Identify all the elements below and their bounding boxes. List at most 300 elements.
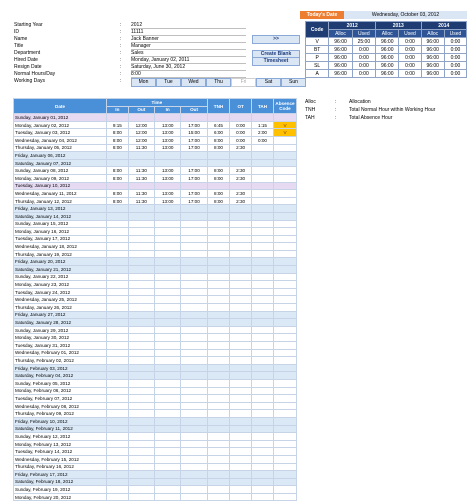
in2-cell[interactable] (155, 258, 181, 266)
ot-cell[interactable] (230, 220, 252, 228)
absence-code-cell[interactable] (274, 258, 297, 266)
out1-cell[interactable] (128, 212, 154, 220)
in2-cell[interactable] (155, 478, 181, 486)
in1-cell[interactable]: 8:00 (107, 167, 129, 175)
out1-cell[interactable] (128, 243, 154, 251)
ot-cell[interactable] (230, 379, 252, 387)
in1-cell[interactable] (107, 243, 129, 251)
out1-cell[interactable] (128, 433, 154, 441)
tah-cell[interactable] (252, 440, 274, 448)
in1-cell[interactable] (107, 455, 129, 463)
absence-code-cell[interactable] (274, 114, 297, 122)
out2-cell[interactable] (181, 349, 207, 357)
in2-cell[interactable] (155, 364, 181, 372)
tnh-cell[interactable] (207, 159, 230, 167)
in2-cell[interactable] (155, 471, 181, 479)
in2-cell[interactable] (155, 455, 181, 463)
absence-code-cell[interactable] (274, 402, 297, 410)
out1-cell[interactable] (128, 326, 154, 334)
out2-cell[interactable] (181, 250, 207, 258)
tah-cell[interactable] (252, 455, 274, 463)
out2-cell[interactable] (181, 281, 207, 289)
in2-cell[interactable] (155, 448, 181, 456)
tah-cell[interactable] (252, 258, 274, 266)
absence-code-cell[interactable] (274, 486, 297, 494)
absence-code-cell[interactable] (274, 471, 297, 479)
tah-cell[interactable] (252, 304, 274, 312)
ot-cell[interactable] (230, 235, 252, 243)
tnh-cell[interactable] (207, 182, 230, 190)
ot-cell[interactable]: 0:00 (230, 121, 252, 129)
tah-cell[interactable] (252, 334, 274, 342)
create-blank-button[interactable]: Create Blank (252, 50, 300, 59)
out2-cell[interactable] (181, 395, 207, 403)
in2-cell[interactable] (155, 319, 181, 327)
ot-cell[interactable] (230, 288, 252, 296)
ot-cell[interactable] (230, 478, 252, 486)
in1-cell[interactable] (107, 334, 129, 342)
in1-cell[interactable]: 8:00 (107, 190, 129, 198)
ot-cell[interactable] (230, 258, 252, 266)
tah-cell[interactable] (252, 471, 274, 479)
tah-cell[interactable] (252, 410, 274, 418)
absence-code-cell[interactable] (274, 205, 297, 213)
tah-cell[interactable] (252, 425, 274, 433)
absence-code-cell[interactable] (274, 326, 297, 334)
ot-cell[interactable] (230, 182, 252, 190)
ot-cell[interactable] (230, 281, 252, 289)
tnh-cell[interactable] (207, 342, 230, 350)
tnh-cell[interactable]: 8:00 (207, 174, 230, 182)
tnh-cell[interactable] (207, 281, 230, 289)
out1-cell[interactable]: 11:30 (128, 197, 154, 205)
tah-cell[interactable] (252, 433, 274, 441)
tah-cell[interactable] (252, 228, 274, 236)
ot-cell[interactable] (230, 114, 252, 122)
tah-cell[interactable] (252, 273, 274, 281)
in2-cell[interactable] (155, 402, 181, 410)
ot-cell[interactable] (230, 364, 252, 372)
in2-cell[interactable] (155, 425, 181, 433)
absence-code-cell[interactable] (274, 395, 297, 403)
in2-cell[interactable] (155, 349, 181, 357)
absence-code-cell[interactable] (274, 243, 297, 251)
out2-cell[interactable] (181, 471, 207, 479)
in2-cell[interactable]: 13:00 (155, 167, 181, 175)
out1-cell[interactable] (128, 395, 154, 403)
tnh-cell[interactable]: 8:00 (207, 144, 230, 152)
in1-cell[interactable] (107, 486, 129, 494)
out2-cell[interactable] (181, 205, 207, 213)
ot-cell[interactable] (230, 342, 252, 350)
tah-cell[interactable] (252, 197, 274, 205)
absence-code-cell[interactable] (274, 379, 297, 387)
out1-cell[interactable] (128, 281, 154, 289)
absence-code-cell[interactable] (274, 228, 297, 236)
field-value[interactable]: 11111 (131, 29, 246, 36)
out1-cell[interactable] (128, 417, 154, 425)
out1-cell[interactable]: 11:30 (128, 174, 154, 182)
tnh-cell[interactable] (207, 266, 230, 274)
ot-cell[interactable] (230, 326, 252, 334)
out2-cell[interactable] (181, 220, 207, 228)
tah-cell[interactable] (252, 167, 274, 175)
ot-cell[interactable] (230, 440, 252, 448)
ot-cell[interactable] (230, 349, 252, 357)
tah-cell[interactable] (252, 182, 274, 190)
in1-cell[interactable] (107, 212, 129, 220)
field-value[interactable]: Saturday, June 30, 2012 (131, 64, 246, 71)
out1-cell[interactable] (128, 228, 154, 236)
tnh-cell[interactable] (207, 387, 230, 395)
absence-code-cell[interactable] (274, 197, 297, 205)
out2-cell[interactable]: 17:00 (181, 197, 207, 205)
tah-cell[interactable] (252, 235, 274, 243)
out2-cell[interactable]: 17:00 (181, 174, 207, 182)
absence-code-cell[interactable] (274, 220, 297, 228)
in1-cell[interactable] (107, 440, 129, 448)
in1-cell[interactable]: 8:00 (107, 197, 129, 205)
in1-cell[interactable] (107, 364, 129, 372)
tnh-cell[interactable] (207, 379, 230, 387)
in2-cell[interactable] (155, 228, 181, 236)
tnh-cell[interactable] (207, 288, 230, 296)
tah-cell[interactable] (252, 395, 274, 403)
tnh-cell[interactable] (207, 243, 230, 251)
ot-cell[interactable] (230, 417, 252, 425)
ot-cell[interactable]: 2:30 (230, 144, 252, 152)
in1-cell[interactable] (107, 433, 129, 441)
tah-cell[interactable] (252, 402, 274, 410)
in2-cell[interactable] (155, 212, 181, 220)
out1-cell[interactable] (128, 288, 154, 296)
absence-code-cell[interactable] (274, 273, 297, 281)
in1-cell[interactable] (107, 220, 129, 228)
out1-cell[interactable] (128, 273, 154, 281)
out1-cell[interactable] (128, 182, 154, 190)
absence-code-cell[interactable] (274, 433, 297, 441)
ot-cell[interactable] (230, 410, 252, 418)
in1-cell[interactable] (107, 250, 129, 258)
in2-cell[interactable] (155, 235, 181, 243)
field-value[interactable]: Jack Banner (131, 36, 246, 43)
tnh-cell[interactable] (207, 228, 230, 236)
in1-cell[interactable] (107, 402, 129, 410)
in2-cell[interactable] (155, 159, 181, 167)
ot-cell[interactable] (230, 425, 252, 433)
ot-cell[interactable] (230, 402, 252, 410)
out1-cell[interactable]: 12:00 (128, 129, 154, 137)
in1-cell[interactable] (107, 182, 129, 190)
tah-cell[interactable] (252, 243, 274, 251)
absence-code-cell[interactable] (274, 319, 297, 327)
out1-cell[interactable] (128, 440, 154, 448)
absence-code-cell[interactable] (274, 235, 297, 243)
absence-code-cell[interactable] (274, 304, 297, 312)
out1-cell[interactable] (128, 379, 154, 387)
out2-cell[interactable] (181, 493, 207, 501)
out2-cell[interactable] (181, 159, 207, 167)
out1-cell[interactable] (128, 220, 154, 228)
absence-code-cell[interactable] (274, 410, 297, 418)
absence-code-cell[interactable] (274, 455, 297, 463)
out1-cell[interactable] (128, 258, 154, 266)
out2-cell[interactable] (181, 304, 207, 312)
absence-code-cell[interactable] (274, 478, 297, 486)
in1-cell[interactable] (107, 493, 129, 501)
absence-code-cell[interactable] (274, 357, 297, 365)
out1-cell[interactable] (128, 205, 154, 213)
field-value[interactable]: 8:00 (131, 71, 246, 78)
in2-cell[interactable] (155, 387, 181, 395)
in2-cell[interactable] (155, 486, 181, 494)
in2-cell[interactable] (155, 326, 181, 334)
tnh-cell[interactable] (207, 212, 230, 220)
absence-code-cell[interactable] (274, 493, 297, 501)
absence-code-cell[interactable] (274, 281, 297, 289)
tnh-cell[interactable] (207, 417, 230, 425)
tah-cell[interactable] (252, 319, 274, 327)
in1-cell[interactable] (107, 273, 129, 281)
tnh-cell[interactable] (207, 319, 230, 327)
field-value[interactable]: Sales (131, 50, 246, 57)
out2-cell[interactable] (181, 235, 207, 243)
in2-cell[interactable] (155, 152, 181, 160)
tnh-cell[interactable]: 6:45 (207, 121, 230, 129)
out2-cell[interactable]: 17:00 (181, 190, 207, 198)
ot-cell[interactable] (230, 493, 252, 501)
ot-cell[interactable] (230, 243, 252, 251)
out2-cell[interactable] (181, 296, 207, 304)
absence-code-cell[interactable] (274, 144, 297, 152)
out1-cell[interactable] (128, 296, 154, 304)
out2-cell[interactable]: 17:00 (181, 136, 207, 144)
absence-code-cell[interactable] (274, 448, 297, 456)
out2-cell[interactable] (181, 364, 207, 372)
out1-cell[interactable]: 11:30 (128, 190, 154, 198)
out1-cell[interactable] (128, 349, 154, 357)
tnh-cell[interactable] (207, 478, 230, 486)
absence-code-cell[interactable] (274, 349, 297, 357)
absence-code-cell[interactable] (274, 212, 297, 220)
in1-cell[interactable] (107, 258, 129, 266)
in1-cell[interactable] (107, 448, 129, 456)
out1-cell[interactable] (128, 425, 154, 433)
in2-cell[interactable] (155, 410, 181, 418)
tnh-cell[interactable]: 6:00 (207, 129, 230, 137)
out2-cell[interactable]: 17:00 (181, 167, 207, 175)
in2-cell[interactable]: 13:00 (155, 129, 181, 137)
ot-cell[interactable]: 2:30 (230, 174, 252, 182)
ot-cell[interactable] (230, 304, 252, 312)
out1-cell[interactable]: 11:30 (128, 144, 154, 152)
tah-cell[interactable] (252, 478, 274, 486)
out2-cell[interactable] (181, 455, 207, 463)
out2-cell[interactable] (181, 266, 207, 274)
tah-cell[interactable] (252, 174, 274, 182)
tah-cell[interactable] (252, 311, 274, 319)
in1-cell[interactable] (107, 304, 129, 312)
out2-cell[interactable] (181, 311, 207, 319)
out2-cell[interactable] (181, 402, 207, 410)
tnh-cell[interactable] (207, 273, 230, 281)
in2-cell[interactable]: 13:00 (155, 121, 181, 129)
tnh-cell[interactable] (207, 463, 230, 471)
ot-cell[interactable] (230, 357, 252, 365)
day-toggle-thu[interactable]: Thu (206, 78, 231, 87)
absence-code-cell[interactable] (274, 463, 297, 471)
tnh-cell[interactable] (207, 372, 230, 380)
in2-cell[interactable] (155, 182, 181, 190)
out2-cell[interactable] (181, 288, 207, 296)
in1-cell[interactable] (107, 288, 129, 296)
tah-cell[interactable] (252, 372, 274, 380)
absence-code-cell[interactable] (274, 342, 297, 350)
tah-cell[interactable] (252, 190, 274, 198)
out1-cell[interactable] (128, 304, 154, 312)
ot-cell[interactable] (230, 387, 252, 395)
tnh-cell[interactable] (207, 493, 230, 501)
out1-cell[interactable]: 12:00 (128, 121, 154, 129)
day-toggle-tue[interactable]: Tue (156, 78, 181, 87)
ot-cell[interactable] (230, 212, 252, 220)
absence-code-cell[interactable] (274, 190, 297, 198)
field-value[interactable]: 2012 (131, 22, 246, 29)
out2-cell[interactable] (181, 433, 207, 441)
out1-cell[interactable] (128, 387, 154, 395)
ot-cell[interactable] (230, 395, 252, 403)
tah-cell[interactable] (252, 463, 274, 471)
tah-cell[interactable] (252, 266, 274, 274)
out2-cell[interactable] (181, 273, 207, 281)
tah-cell[interactable] (252, 486, 274, 494)
in2-cell[interactable]: 13:00 (155, 144, 181, 152)
tah-cell[interactable]: 0:00 (252, 136, 274, 144)
ot-cell[interactable] (230, 448, 252, 456)
tnh-cell[interactable] (207, 304, 230, 312)
tnh-cell[interactable] (207, 357, 230, 365)
out2-cell[interactable] (181, 379, 207, 387)
in1-cell[interactable] (107, 463, 129, 471)
tnh-cell[interactable] (207, 425, 230, 433)
out2-cell[interactable] (181, 372, 207, 380)
tah-cell[interactable] (252, 493, 274, 501)
in2-cell[interactable] (155, 334, 181, 342)
absence-code-cell[interactable] (274, 440, 297, 448)
in2-cell[interactable] (155, 372, 181, 380)
day-toggle-sun[interactable]: Sun (281, 78, 306, 87)
out2-cell[interactable] (181, 425, 207, 433)
in2-cell[interactable] (155, 433, 181, 441)
absence-code-cell[interactable] (274, 167, 297, 175)
in2-cell[interactable] (155, 220, 181, 228)
tnh-cell[interactable]: 8:00 (207, 167, 230, 175)
out2-cell[interactable] (181, 410, 207, 418)
in1-cell[interactable] (107, 395, 129, 403)
absence-code-cell[interactable] (274, 372, 297, 380)
tnh-cell[interactable] (207, 326, 230, 334)
tah-cell[interactable] (252, 364, 274, 372)
out2-cell[interactable] (181, 326, 207, 334)
in2-cell[interactable] (155, 250, 181, 258)
in1-cell[interactable] (107, 296, 129, 304)
in1-cell[interactable] (107, 319, 129, 327)
ot-cell[interactable] (230, 266, 252, 274)
in1-cell[interactable] (107, 235, 129, 243)
out1-cell[interactable] (128, 471, 154, 479)
absence-code-cell[interactable] (274, 182, 297, 190)
out2-cell[interactable] (181, 387, 207, 395)
ot-cell[interactable] (230, 311, 252, 319)
tah-cell[interactable] (252, 250, 274, 258)
in1-cell[interactable] (107, 152, 129, 160)
ot-cell[interactable]: 2:30 (230, 190, 252, 198)
tnh-cell[interactable] (207, 296, 230, 304)
ot-cell[interactable] (230, 296, 252, 304)
in2-cell[interactable] (155, 417, 181, 425)
ot-cell[interactable] (230, 228, 252, 236)
out2-cell[interactable] (181, 114, 207, 122)
in1-cell[interactable] (107, 311, 129, 319)
tah-cell[interactable] (252, 159, 274, 167)
in1-cell[interactable] (107, 478, 129, 486)
tah-cell[interactable] (252, 152, 274, 160)
in1-cell[interactable] (107, 326, 129, 334)
out1-cell[interactable] (128, 159, 154, 167)
in1-cell[interactable]: 8:00 (107, 136, 129, 144)
in1-cell[interactable] (107, 114, 129, 122)
out2-cell[interactable] (181, 478, 207, 486)
tnh-cell[interactable] (207, 433, 230, 441)
tah-cell[interactable]: 2:00 (252, 129, 274, 137)
out2-cell[interactable] (181, 357, 207, 365)
in2-cell[interactable]: 13:00 (155, 190, 181, 198)
out1-cell[interactable] (128, 455, 154, 463)
absence-code-cell[interactable] (274, 250, 297, 258)
in2-cell[interactable]: 13:00 (155, 136, 181, 144)
ot-cell[interactable] (230, 152, 252, 160)
out1-cell[interactable] (128, 402, 154, 410)
absence-code-cell[interactable]: V (274, 121, 297, 129)
ot-cell[interactable] (230, 159, 252, 167)
out2-cell[interactable] (181, 228, 207, 236)
tnh-cell[interactable] (207, 440, 230, 448)
tnh-cell[interactable] (207, 205, 230, 213)
absence-code-cell[interactable] (274, 425, 297, 433)
out1-cell[interactable] (128, 311, 154, 319)
in2-cell[interactable] (155, 342, 181, 350)
absence-code-cell[interactable] (274, 288, 297, 296)
in2-cell[interactable] (155, 296, 181, 304)
out1-cell[interactable] (128, 357, 154, 365)
out1-cell[interactable] (128, 319, 154, 327)
out1-cell[interactable] (128, 486, 154, 494)
tah-cell[interactable] (252, 296, 274, 304)
tnh-cell[interactable] (207, 364, 230, 372)
in1-cell[interactable]: 8:00 (107, 174, 129, 182)
out2-cell[interactable] (181, 182, 207, 190)
out1-cell[interactable] (128, 448, 154, 456)
in2-cell[interactable] (155, 463, 181, 471)
in1-cell[interactable] (107, 342, 129, 350)
in2-cell[interactable]: 13:00 (155, 174, 181, 182)
in2-cell[interactable] (155, 266, 181, 274)
out1-cell[interactable] (128, 266, 154, 274)
field-value[interactable]: Manager (131, 43, 246, 50)
ot-cell[interactable] (230, 273, 252, 281)
ot-cell[interactable] (230, 250, 252, 258)
in1-cell[interactable] (107, 281, 129, 289)
